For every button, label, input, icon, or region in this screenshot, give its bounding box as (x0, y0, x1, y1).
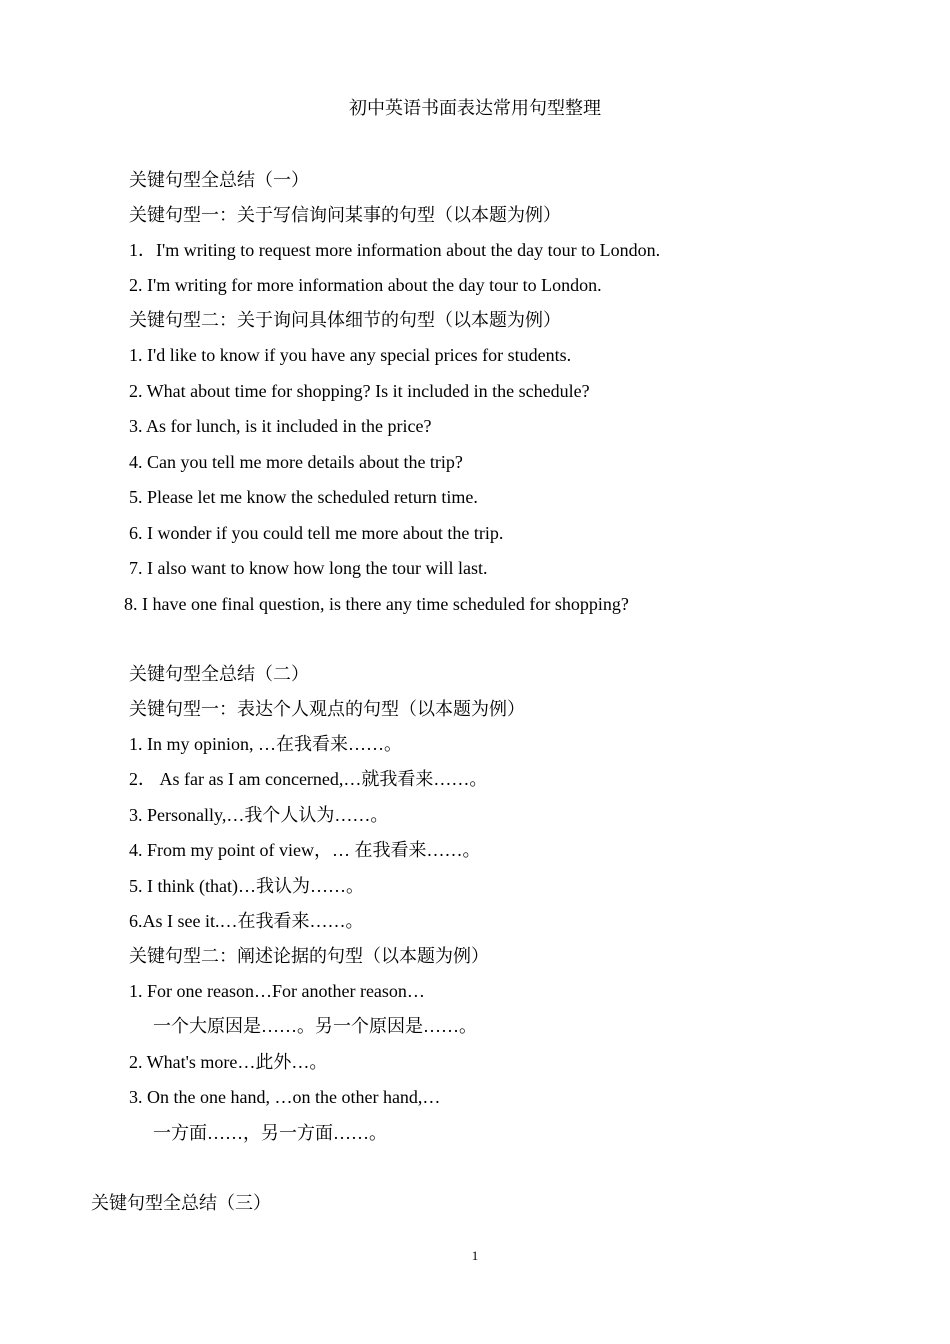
list-item: 1．I'm writing to request more information about the day tour to London. (129, 240, 661, 260)
list-item: 8. I have one final question, is there any time scheduled for shopping? (124, 594, 629, 614)
list-item: 4. From my point of view，… 在我看来……。 (129, 840, 481, 860)
list-item: 3. On the one hand, …on the other hand,… (129, 1087, 441, 1107)
list-item: 4. Can you tell me more details about the trip? (129, 452, 463, 472)
list-item: 1. For one reason…For another reason… (129, 981, 425, 1001)
section-heading-1: 关键句型全总结（一） (129, 170, 309, 190)
list-item: 1. I'd like to know if you have any special prices for students. (129, 345, 572, 365)
list-item: 2. What about time for shopping? Is it included in the schedule? (129, 381, 590, 401)
list-item: 3. As for lunch, is it included in the price? (129, 416, 432, 436)
list-item: 2． As far as I am concerned,…就我看来……。 (129, 769, 488, 789)
pattern-heading: 关键句型二：关于询问具体细节的句型（以本题为例） (129, 310, 561, 330)
list-item: 6. I wonder if you could tell me more about the trip. (129, 523, 504, 543)
list-item-translation: 一方面……，另一方面……。 (153, 1123, 387, 1143)
section-heading-2: 关键句型全总结（二） (129, 664, 309, 684)
list-item: 6.As I see it.…在我看来……。 (129, 911, 364, 931)
list-item: 2. What's more…此外…。 (129, 1052, 328, 1072)
pattern-heading: 关键句型一：表达个人观点的句型（以本题为例） (129, 699, 525, 719)
list-item: 5. I think (that)…我认为……。 (129, 876, 364, 896)
pattern-heading: 关键句型二：阐述论据的句型（以本题为例） (129, 946, 489, 966)
section-heading-3: 关键句型全总结（三） (91, 1193, 271, 1213)
list-item: 2. I'm writing for more information about the day tour to London. (129, 275, 602, 295)
list-item: 1. In my opinion, …在我看来……。 (129, 734, 402, 754)
list-item: 3. Personally,…我个人认为……。 (129, 805, 389, 825)
document-title: 初中英语书面表达常用句型整理 (349, 98, 601, 118)
list-item: 5. Please let me know the scheduled return time. (129, 487, 478, 507)
pattern-heading: 关键句型一：关于写信询问某事的句型（以本题为例） (129, 205, 561, 225)
list-item-translation: 一个大原因是……。另一个原因是……。 (153, 1016, 477, 1036)
page-number: 1 (471, 1248, 479, 1263)
list-item: 7. I also want to know how long the tour will last. (129, 558, 488, 578)
